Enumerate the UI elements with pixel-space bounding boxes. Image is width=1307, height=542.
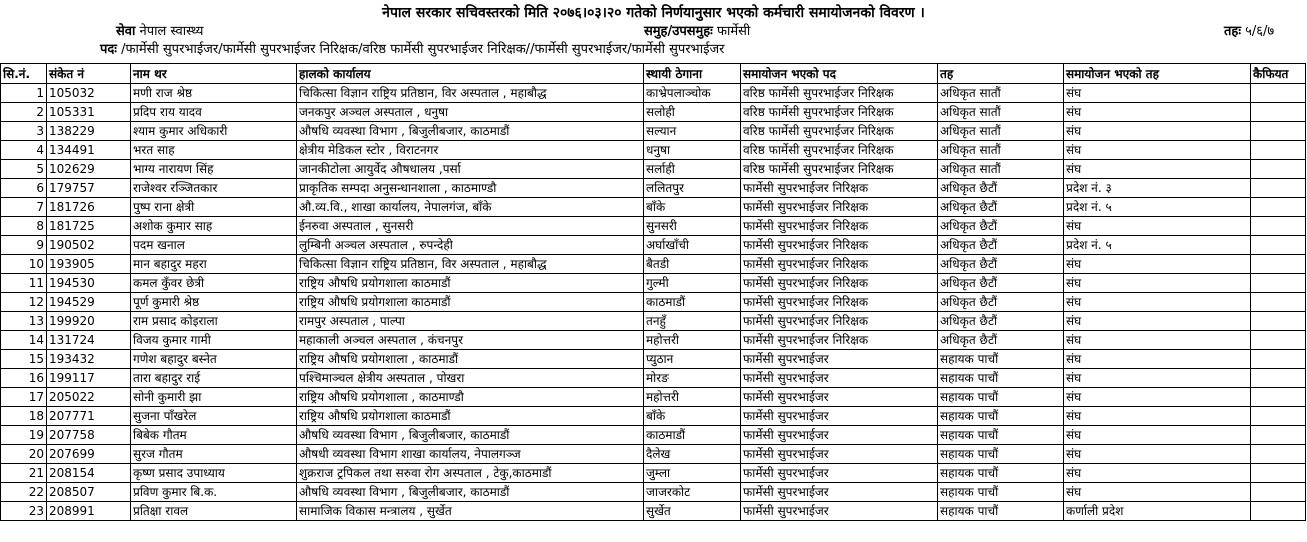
cell-sn: 9 [1,236,47,255]
cell-post: फार्मेसी सुपरभाईजर [741,483,938,502]
cell-level: अधिकृत छैटौं [938,255,1064,274]
cell-code: 131724 [47,331,131,350]
post-value: /फार्मेसी सुपरभाईजर/फार्मेसी सुपरभाईजर निरिक्षक/वरिष्ठ फार्मेसी सुपरभाईजर निरिक्षक//फार्मेसी सुपरभाईजर/फार्मेसी सुपरभाईजर [121,42,725,57]
group-value: फार्मेसी [716,24,751,39]
post-line [100,42,724,58]
cell-unit: संघ [1064,350,1251,369]
col-header-office: हालको कार्यालय [297,64,644,84]
cell-unit: संघ [1064,407,1251,426]
cell-remark [1251,160,1306,179]
cell-unit: संघ [1064,312,1251,331]
cell-unit: संघ [1064,293,1251,312]
service-value: नेपाल स्वास्थ्य [139,24,204,39]
cell-address: सल्यान [644,122,741,141]
cell-level: अधिकृत छैटौं [938,274,1064,293]
cell-unit: संघ [1064,388,1251,407]
cell-post: वरिष्ठ फार्मेसी सुपरभाईजर निरिक्षक [741,103,938,122]
cell-office: औषधि व्यवस्था विभाग , बिजुलीबजार, काठमाडौं [297,122,644,141]
cell-code: 194529 [47,293,131,312]
cell-name: राम प्रसाद कोइराला [131,312,297,331]
cell-office: रामपुर अस्पताल , पाल्पा [297,312,644,331]
cell-address: तनहुँ [644,312,741,331]
table-row [1,160,1306,179]
cell-code: 208507 [47,483,131,502]
cell-address: जुम्ला [644,464,741,483]
cell-post: फार्मेसी सुपरभाईजर [741,350,938,369]
cell-code: 208154 [47,464,131,483]
cell-sn: 3 [1,122,47,141]
cell-post: फार्मेसी सुपरभाईजर [741,407,938,426]
table-row [1,122,1306,141]
cell-sn: 20 [1,445,47,464]
cell-level: अधिकृत छैटौं [938,331,1064,350]
cell-remark [1251,331,1306,350]
cell-address: गुल्मी [644,274,741,293]
cell-address: ललितपुर [644,179,741,198]
cell-code: 207758 [47,426,131,445]
cell-sn: 12 [1,293,47,312]
cell-name: भाग्य नारायण सिंह [131,160,297,179]
cell-level: अधिकृत छैटौं [938,217,1064,236]
cell-level: सहायक पाचौं [938,426,1064,445]
group-label: समुह/उपसमुहः [644,24,713,39]
cell-address: धनुषा [644,141,741,160]
col-header-code: संकेत नं [47,64,131,84]
cell-unit: कर्णाली प्रदेश [1064,502,1251,521]
table-row [1,350,1306,369]
cell-unit: संघ [1064,483,1251,502]
cell-level: सहायक पाचौं [938,369,1064,388]
cell-post: फार्मेसी सुपरभाईजर निरिक्षक [741,236,938,255]
cell-level: अधिकृत सातौं [938,103,1064,122]
cell-office: औषधी व्यवस्था विभाग शाखा कार्यालय, नेपालगञ्ज [297,445,644,464]
cell-post: फार्मेसी सुपरभाईजर निरिक्षक [741,293,938,312]
cell-name: विजय कुमार गामी [131,331,297,350]
cell-post: वरिष्ठ फार्मेसी सुपरभाईजर निरिक्षक [741,122,938,141]
cell-level: अधिकृत छैटौं [938,293,1064,312]
table-row [1,369,1306,388]
post-label: पदः [100,42,117,57]
table-row [1,84,1306,103]
table-row [1,445,1306,464]
cell-office: जानकीटोला आयुर्वेद औषधालय ,पर्सा [297,160,644,179]
cell-code: 199920 [47,312,131,331]
cell-post: फार्मेसी सुपरभाईजर निरिक्षक [741,217,938,236]
cell-level: सहायक पाचौं [938,388,1064,407]
cell-code: 208991 [47,502,131,521]
cell-remark [1251,274,1306,293]
cell-sn: 18 [1,407,47,426]
cell-level: अधिकृत छैटौं [938,198,1064,217]
cell-sn: 6 [1,179,47,198]
cell-post: फार्मेसी सुपरभाईजर [741,388,938,407]
cell-office: जनकपुर अञ्चल अस्पताल , धनुषा [297,103,644,122]
cell-address: बैतडी [644,255,741,274]
cell-unit: संघ [1064,103,1251,122]
cell-level: अधिकृत छैटौं [938,236,1064,255]
cell-name: अशोक कुमार साह [131,217,297,236]
cell-address: सुर्खेत [644,502,741,521]
table-row [1,255,1306,274]
cell-unit: संघ [1064,141,1251,160]
cell-remark [1251,217,1306,236]
cell-remark [1251,426,1306,445]
cell-office: औषधि व्यवस्था विभाग , बिजुलीबजार, काठमाडौं [297,483,644,502]
cell-code: 193905 [47,255,131,274]
cell-unit: प्रदेश नं. ३ [1064,179,1251,198]
cell-code: 181725 [47,217,131,236]
table-row [1,179,1306,198]
cell-code: 207771 [47,407,131,426]
cell-remark [1251,350,1306,369]
cell-level: अधिकृत सातौं [938,84,1064,103]
cell-remark [1251,445,1306,464]
cell-address: सलोही [644,103,741,122]
group-line [644,24,750,40]
cell-name: प्रविण कुमार बि.क. [131,483,297,502]
cell-name: कृष्ण प्रसाद उपाध्याय [131,464,297,483]
cell-office: राष्ट्रिय औषधि प्रयोगशाला , काठमाण्डौ [297,388,644,407]
cell-unit: संघ [1064,84,1251,103]
cell-sn: 4 [1,141,47,160]
cell-level: अधिकृत सातौं [938,122,1064,141]
level-value: ५/६/७ [1245,24,1275,39]
cell-post: वरिष्ठ फार्मेसी सुपरभाईजर निरिक्षक [741,141,938,160]
cell-office: लुम्बिनी अञ्चल अस्पताल , रुपन्देही [297,236,644,255]
cell-address: सुनसरी [644,217,741,236]
cell-sn: 11 [1,274,47,293]
cell-code: 105032 [47,84,131,103]
cell-name: मान बहादुर महरा [131,255,297,274]
cell-name: कमल कुँवर छेत्री [131,274,297,293]
cell-address: मोरङ [644,369,741,388]
cell-sn: 5 [1,160,47,179]
table-row [1,483,1306,502]
cell-remark [1251,483,1306,502]
cell-post: फार्मेसी सुपरभाईजर निरिक्षक [741,331,938,350]
cell-remark [1251,388,1306,407]
cell-unit: प्रदेश नं. ५ [1064,236,1251,255]
cell-office: राष्ट्रिय औषधि प्रयोगशाला काठमाडौं [297,407,644,426]
cell-sn: 23 [1,502,47,521]
cell-name: तारा बहादुर राई [131,369,297,388]
table-row [1,388,1306,407]
cell-remark [1251,236,1306,255]
cell-post: वरिष्ठ फार्मेसी सुपरभाईजर निरिक्षक [741,160,938,179]
cell-code: 207699 [47,445,131,464]
cell-name: भरत साह [131,141,297,160]
col-header-post: समायोजन भएको पद [741,64,938,84]
cell-address: दैलेख [644,445,741,464]
col-header-remark: कैफियत [1251,64,1306,84]
cell-name: प्रतिक्षा रावल [131,502,297,521]
cell-remark [1251,502,1306,521]
cell-unit: संघ [1064,274,1251,293]
cell-name: पुष्प राना क्षेत्री [131,198,297,217]
cell-unit: संघ [1064,122,1251,141]
cell-post: फार्मेसी सुपरभाईजर [741,502,938,521]
cell-office: ईनरुवा अस्पताल , सुनसरी [297,217,644,236]
cell-post: फार्मेसी सुपरभाईजर निरिक्षक [741,255,938,274]
table-row [1,198,1306,217]
table-row [1,217,1306,236]
cell-name: बिबेक गौतम [131,426,297,445]
cell-name: सुजना पाँखरेल [131,407,297,426]
cell-remark [1251,84,1306,103]
cell-code: 194530 [47,274,131,293]
cell-unit: प्रदेश नं. ५ [1064,198,1251,217]
cell-post: फार्मेसी सुपरभाईजर [741,464,938,483]
cell-office: महाकाली अञ्चल अस्पताल , कंचनपुर [297,331,644,350]
cell-unit: संघ [1064,369,1251,388]
cell-office: राष्ट्रिय औषधि प्रयोगशाला काठमाडौं [297,293,644,312]
cell-unit: संघ [1064,160,1251,179]
cell-office: पश्चिमाञ्चल क्षेत्रीय अस्पताल , पोखरा [297,369,644,388]
cell-name: गणेश बहादुर बस्नेत [131,350,297,369]
table-row [1,407,1306,426]
cell-office: राष्ट्रिय औषधि प्रयोगशाला काठमाडौं [297,274,644,293]
cell-level: अधिकृत सातौं [938,160,1064,179]
cell-address: बाँके [644,198,741,217]
cell-name: श्याम कुमार अधिकारी [131,122,297,141]
cell-sn: 15 [1,350,47,369]
level-line [1224,24,1274,40]
cell-sn: 1 [1,84,47,103]
cell-sn: 19 [1,426,47,445]
cell-level: सहायक पाचौं [938,407,1064,426]
cell-sn: 14 [1,331,47,350]
cell-address: महोत्तरी [644,331,741,350]
cell-address: काठमाडौं [644,426,741,445]
table-row [1,274,1306,293]
cell-level: अधिकृत छैटौं [938,312,1064,331]
cell-address: महोत्तरी [644,388,741,407]
cell-level: अधिकृत छैटौं [938,179,1064,198]
table-row [1,293,1306,312]
cell-name: पूर्ण कुमारी श्रेष्ठ [131,293,297,312]
cell-code: 205022 [47,388,131,407]
cell-address: बाँके [644,407,741,426]
cell-unit: संघ [1064,464,1251,483]
cell-remark [1251,141,1306,160]
col-header-sn: सि.नं. [1,64,47,84]
cell-address: काठमाडौं [644,293,741,312]
cell-code: 199117 [47,369,131,388]
cell-unit: संघ [1064,331,1251,350]
cell-sn: 21 [1,464,47,483]
cell-post: फार्मेसी सुपरभाईजर [741,426,938,445]
cell-sn: 17 [1,388,47,407]
cell-remark [1251,464,1306,483]
cell-office: राष्ट्रिय औषधि प्रयोगशाला , काठमाडौं [297,350,644,369]
cell-office: चिकित्सा विज्ञान राष्ट्रिय प्रतिष्ठान, विर अस्पताल , महाबौद्ध [297,84,644,103]
cell-unit: संघ [1064,217,1251,236]
cell-name: सोनी कुमारी झा [131,388,297,407]
cell-remark [1251,179,1306,198]
cell-sn: 22 [1,483,47,502]
cell-level: अधिकृत सातौं [938,141,1064,160]
cell-code: 102629 [47,160,131,179]
cell-sn: 10 [1,255,47,274]
cell-code: 181726 [47,198,131,217]
cell-sn: 16 [1,369,47,388]
cell-office: औ.व्य.वि., शाखा कार्यालय, नेपालगंज, बाँके [297,198,644,217]
level-label: तहः [1224,24,1241,39]
cell-office: शुक्रराज ट्रपिकल तथा सरुवा रोग अस्पताल , टेकु,काठमाडौं [297,464,644,483]
cell-sn: 2 [1,103,47,122]
cell-office: क्षेत्रीय मेडिकल स्टोर , विराटनगर [297,141,644,160]
cell-level: सहायक पाचौं [938,502,1064,521]
cell-name: पदम खनाल [131,236,297,255]
cell-post: फार्मेसी सुपरभाईजर निरिक्षक [741,312,938,331]
cell-name: राजेश्वर रञ्जितकार [131,179,297,198]
cell-sn: 8 [1,217,47,236]
cell-code: 193432 [47,350,131,369]
cell-remark [1251,255,1306,274]
cell-sn: 7 [1,198,47,217]
cell-post: फार्मेसी सुपरभाईजर निरिक्षक [741,274,938,293]
cell-name: प्रदिप राय यादव [131,103,297,122]
cell-level: सहायक पाचौं [938,445,1064,464]
cell-code: 179757 [47,179,131,198]
cell-remark [1251,122,1306,141]
table-header-row [1,64,1306,84]
cell-remark [1251,103,1306,122]
table-row [1,331,1306,350]
table-row [1,312,1306,331]
cell-remark [1251,198,1306,217]
cell-unit: संघ [1064,426,1251,445]
cell-code: 190502 [47,236,131,255]
cell-remark [1251,293,1306,312]
cell-code: 105331 [47,103,131,122]
cell-remark [1251,369,1306,388]
cell-code: 134491 [47,141,131,160]
cell-post: फार्मेसी सुपरभाईजर [741,369,938,388]
cell-remark [1251,312,1306,331]
col-header-level: तह [938,64,1064,84]
document-title: नेपाल सरकार सचिवस्तरको मिति २०७६।०३।२० गतेको निर्णयानुसार भएको कर्मचारी समायोजनको विवरण । [382,5,925,21]
cell-address: जाजरकोट [644,483,741,502]
cell-office: औषधि व्यवस्था विभाग , बिजुलीबजार, काठमाडौं [297,426,644,445]
cell-level: सहायक पाचौं [938,350,1064,369]
service-line [116,24,203,40]
cell-post: फार्मेसी सुपरभाईजर [741,445,938,464]
table-row [1,464,1306,483]
table-row [1,236,1306,255]
cell-remark [1251,407,1306,426]
table-row [1,141,1306,160]
cell-office: सामाजिक विकास मन्त्रालय , सुर्खेत [297,502,644,521]
cell-name: मणी राज श्रेष्ठ [131,84,297,103]
cell-post: फार्मेसी सुपरभाईजर निरिक्षक [741,198,938,217]
cell-sn: 13 [1,312,47,331]
cell-office: प्राकृतिक सम्पदा अनुसन्धानशाला , काठमाण्डौ [297,179,644,198]
col-header-address: स्थायी ठेगाना [644,64,741,84]
col-header-unit: समायोजन भएको तह [1064,64,1251,84]
cell-address: प्युठान [644,350,741,369]
cell-code: 138229 [47,122,131,141]
cell-level: सहायक पाचौं [938,464,1064,483]
table-row [1,103,1306,122]
cell-level: सहायक पाचौं [938,483,1064,502]
cell-address: अर्घाखाँची [644,236,741,255]
cell-office: चिकित्सा विज्ञान राष्ट्रिय प्रतिष्ठान, विर अस्पताल , महाबौद्ध [297,255,644,274]
cell-post: वरिष्ठ फार्मेसी सुपरभाईजर निरिक्षक [741,84,938,103]
cell-name: सुरज गौतम [131,445,297,464]
employee-table [0,63,1306,521]
cell-address: सर्लाही [644,160,741,179]
cell-post: फार्मेसी सुपरभाईजर निरिक्षक [741,179,938,198]
service-label: सेवा [116,24,136,39]
table-row [1,502,1306,521]
cell-unit: संघ [1064,445,1251,464]
cell-unit: संघ [1064,255,1251,274]
cell-address: काभ्रेपलाञ्चोक [644,84,741,103]
col-header-name: नाम थर [131,64,297,84]
table-row [1,426,1306,445]
